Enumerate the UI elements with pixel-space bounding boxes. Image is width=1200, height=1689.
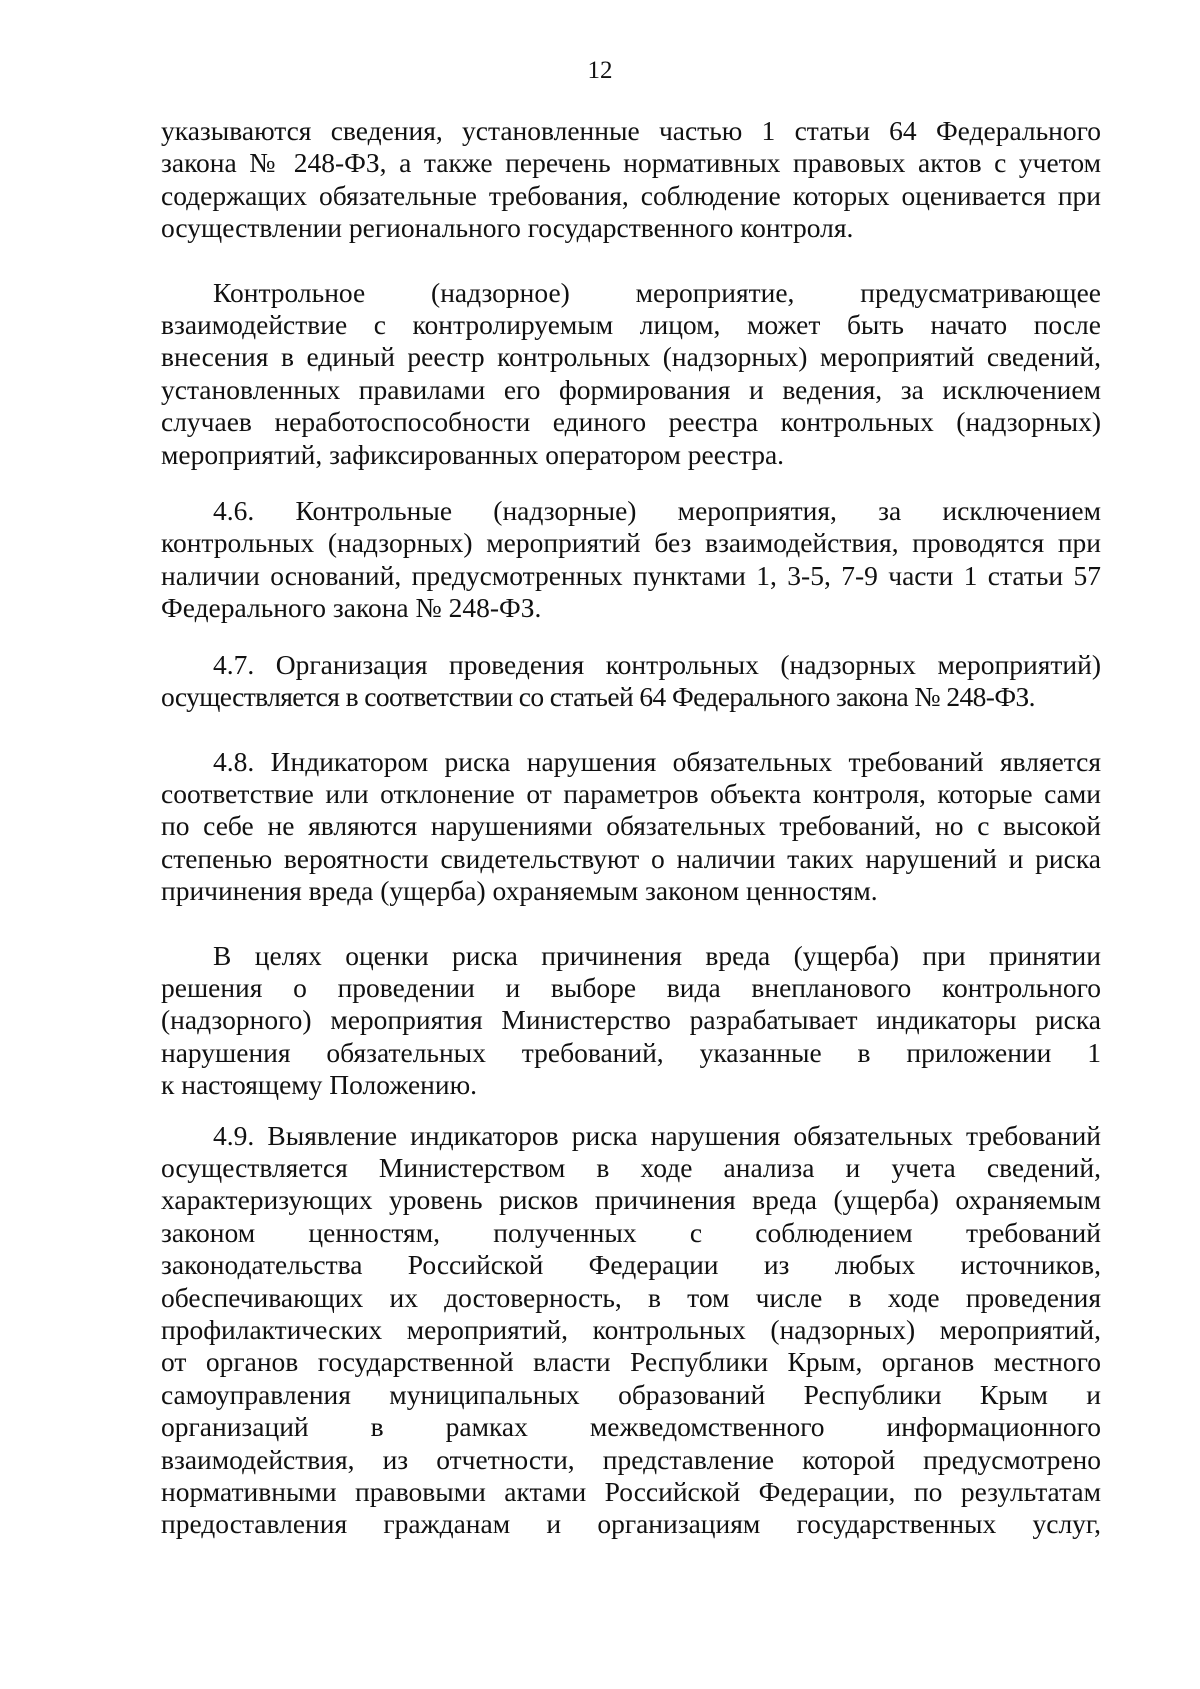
text-line: законодательства Российской Федерации из любых источников,	[161, 1249, 1101, 1281]
paragraph-continuation	[161, 115, 1101, 245]
paragraph-4-9	[161, 1120, 1101, 1541]
text-line: установленных правилами его формирования и ведения, за исключением	[161, 373, 1101, 405]
text-line: к настоящему Положению.	[161, 1069, 478, 1101]
paragraph-risk-assessment	[161, 940, 1101, 1102]
text-line: внесения в единый реестр контрольных (надзорных) мероприятий сведений,	[161, 341, 1101, 373]
text-line: осуществляется в соответствии со статьей 64 Федерального закона № 248-ФЗ.	[161, 681, 1035, 713]
text-line: от органов государственной власти Республики Крым, органов местного	[161, 1346, 1101, 1378]
text-line: законом ценностям, полученных с соблюдением требований	[161, 1216, 1101, 1248]
text-line: степенью вероятности свидетельствуют о наличии таких нарушений и риска	[161, 842, 1101, 874]
text-line: В целях оценки риска причинения вреда (ущерба) при принятии	[213, 939, 1101, 971]
text-line: указываются сведения, установленные частью 1 статьи 64 Федерального	[161, 115, 1101, 146]
text-line: осуществляется Министерством в ходе анализа и учета сведений,	[161, 1151, 1101, 1183]
text-line: взаимодействия, из отчетности, представление которой предусмотрено	[161, 1443, 1101, 1475]
paragraph-4-8	[161, 746, 1101, 908]
text-line: 4.6. Контрольные (надзорные) мероприятия, за исключением	[213, 495, 1101, 527]
text-line: 4.9. Выявление индикаторов риска нарушения обязательных требований	[213, 1119, 1101, 1151]
text-line: случаев неработоспособности единого реестра контрольных (надзорных)	[161, 406, 1101, 438]
text-line: закона № 248-ФЗ, а также перечень нормативных правовых актов с учетом	[161, 147, 1101, 179]
text-line: Федерального закона № 248-ФЗ.	[161, 592, 542, 624]
text-line: наличии оснований, предусмотренных пунктами 1, 3-5, 7-9 части 1 статьи 57	[161, 559, 1101, 591]
text-line: самоуправления муниципальных образований Республики Крым и	[161, 1378, 1101, 1410]
text-line: взаимодействие с контролируемым лицом, может быть начато после	[161, 309, 1101, 341]
paragraph-control-event	[161, 277, 1101, 471]
text-line: осуществлении регионального государственного контроля.	[161, 212, 854, 244]
text-line: профилактических мероприятий, контрольных (надзорных) мероприятий,	[161, 1314, 1101, 1345]
text-line: характеризующих уровень рисков причинения вреда (ущерба) охраняемым	[161, 1184, 1101, 1216]
text-line: обеспечивающих их достоверность, в том числе в ходе проведения	[161, 1281, 1101, 1313]
paragraph-4-6	[161, 495, 1101, 625]
text-line: содержащих обязательные требования, соблюдение которых оценивается при	[161, 179, 1101, 211]
text-line: 4.7. Организация проведения контрольных (надзорных мероприятий)	[213, 648, 1101, 680]
document-body	[161, 115, 1101, 1541]
text-line: по себе не являются нарушениями обязательных требований, но с высокой	[161, 810, 1101, 842]
text-line: нормативными правовыми актами Российской Федерации, по результатам	[161, 1476, 1101, 1508]
text-line: нарушения обязательных требований, указанные в приложении 1	[161, 1036, 1101, 1068]
text-line: соответствие или отклонение от параметров объекта контроля, которые сами	[161, 777, 1101, 809]
text-line: 4.8. Индикатором риска нарушения обязательных требований является	[213, 745, 1101, 777]
text-line: контрольных (надзорных) мероприятий без взаимодействия, проводятся при	[161, 527, 1101, 559]
text-line: организаций в рамках межведомственного информационного	[161, 1411, 1101, 1443]
text-line: мероприятий, зафиксированных оператором реестра.	[161, 438, 785, 470]
text-line: (надзорного) мероприятия Министерство разрабатывает индикаторы риска	[161, 1004, 1101, 1036]
paragraph-4-7	[161, 649, 1101, 714]
text-line: причинения вреда (ущерба) охраняемым законом ценностям.	[161, 875, 878, 907]
text-line: предоставления гражданам и организациям государственных услуг,	[161, 1508, 1101, 1540]
text-line: Контрольное (надзорное) мероприятие, предусматривающее	[213, 276, 1101, 308]
text-line: решения о проведении и выборе вида внепланового контрольного	[161, 971, 1101, 1003]
page-number: 12	[587, 57, 613, 84]
